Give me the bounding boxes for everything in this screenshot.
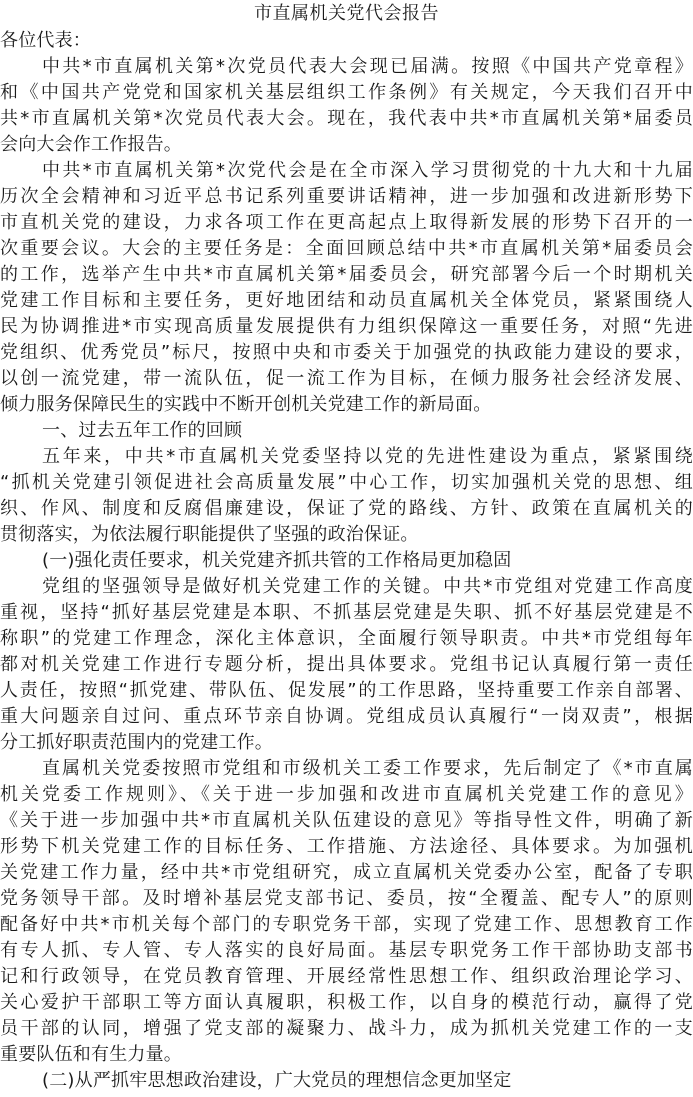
text-line: 中共*市直属机关第*次党代会是在全市深入学习贯彻党的十九大和十九届	[42, 160, 693, 181]
text-line: 有专人抓、专人管、专人落实的良好局面。基层专职党务工作干部协助支部书	[0, 940, 693, 961]
text-line: 关心爱护干部职工等方面认真履职，积极工作，以自身的模范行动，赢得了党	[0, 992, 693, 1013]
paragraph	[0, 444, 693, 548]
text-line: 直属机关党委按照市党组和市级机关工委工作要求，先后制定了《*市直属	[42, 758, 693, 779]
text-line: 会向大会作工作报告。	[0, 134, 182, 155]
paragraph	[0, 54, 693, 158]
text-line: (一)强化责任要求，机关党建齐抓共管的工作格局更加稳固	[42, 550, 512, 571]
text-line: 共*市直属机关第*次党员代表大会。现在，我代表中共*市直属机关第*届委员	[0, 108, 693, 129]
section-heading	[0, 1068, 693, 1094]
text-line: 机关党委工作规则》、《关于进一步加强和改进市直属机关党建工作的意见》	[0, 784, 693, 805]
text-line: 历次全会精神和习近平总书记系列重要讲话精神，进一步加强和改进新形势下	[0, 186, 693, 207]
salutation	[0, 28, 693, 54]
section-heading	[0, 548, 693, 574]
text-line: 人责任，按照“抓党建、带队伍、促发展”的工作思路，坚持重要工作亲自部署、	[0, 680, 693, 701]
section-heading	[0, 418, 693, 444]
text-line: 倾力服务保障民生的实践中不断开创机关党建工作的新局面。	[0, 394, 492, 415]
text-line: 民为协调推进*市实现高质量发展提供有力组织保障这一重要任务，对照“先进	[0, 316, 693, 337]
text-line: (二)从严抓牢思想政治建设，广大党员的理想信念更加坚定	[42, 1070, 512, 1091]
text-line: 贯彻落实，为依法履行职能提供了坚强的政治保证。	[0, 524, 419, 545]
text-line: 党建工作目标和主要任务，更好地团结和动员直属机关全体党员，紧紧围绕人	[0, 290, 693, 311]
text-line: 市直机关党的建设，力求各项工作在更高起点上取得新发展的形势下召开的一	[0, 212, 693, 233]
text-line: 关党建工作力量，经中共*市党组研究，成立直属机关党委办公室，配备了专职	[0, 862, 693, 883]
text-line: 形势下机关党建工作的目标任务、工作措施、方法途径、具体要求。为加强机	[0, 836, 693, 857]
text-line: 记和行政领导，在党员教育管理、开展经常性思想工作、组织政治理论学习、	[0, 966, 693, 987]
paragraph	[0, 574, 693, 756]
text-line: 配备好中共*市机关每个部门的专职党务干部，实现了党建工作、思想教育工作	[0, 914, 693, 935]
text-line: 员干部的认同，增强了党支部的凝聚力、战斗力，成为抓机关党建工作的一支	[0, 1018, 693, 1039]
text-line: 一、过去五年工作的回顾	[42, 420, 243, 441]
text-line: 五年来，中共*市直属机关党委坚持以党的先进性建设为重点，紧紧围绕	[42, 446, 693, 467]
text-line: 和《中国共产党党和国家机关基层组织工作条例》有关规定，今天我们召开中	[0, 82, 693, 103]
text-line: 重大问题亲自过问、重点环节亲自协调。党组成员认真履行“一岗双责”，根据	[0, 706, 693, 727]
text-line: 党组织、优秀党员”标尺，按照中央和市委关于加强党的执政能力建设的要求，	[0, 342, 693, 363]
document-title: 市直属机关党代会报告	[254, 3, 439, 24]
text-line: 分工抓好职责范围内的党建工作。	[0, 732, 273, 753]
text-line: 次重要会议。大会的主要任务是：全面回顾总结中共*市直属机关第*届委员会	[0, 238, 693, 259]
text-line: 重视，坚持“抓好基层党建是本职、不抓基层党建是失职、抓不好基层党建是不	[0, 602, 693, 623]
text-line: 称职”的党建工作理念，深化主体意识，全面履行领导职责。中共*市党组每年	[0, 628, 693, 649]
text-line: 以创一流党建，带一流队伍，促一流工作为目标，在倾力服务社会经济发展、	[0, 368, 693, 389]
paragraph	[0, 158, 693, 418]
text-line: 各位代表：	[0, 30, 91, 51]
text-line: 重要队伍和有生力量。	[0, 1044, 182, 1065]
text-line: 织、作风、制度和反腐倡廉建设，保证了党的路线、方针、政策在直属机关的	[0, 498, 693, 519]
text-line: “抓机关党建引领促进社会高质量发展”中心工作，切实加强机关党的思想、组	[0, 472, 693, 493]
text-line: 的工作，选举产生中共*市直属机关第*届委员会，研究部署今后一个时期机关	[0, 264, 693, 285]
text-line: 党组的坚强领导是做好机关党建工作的关键。中共*市党组对党建工作高度	[42, 576, 693, 597]
text-line: 中共*市直属机关第*次党员代表大会现已届满。按照《中国共产党章程》	[42, 56, 693, 77]
text-line: 《关于进一步加强中共*市直属机关队伍建设的意见》等指导性文件，明确了新	[0, 810, 693, 831]
paragraph	[0, 756, 693, 1068]
text-line: 党务领导干部。及时增补基层党支部书记、委员，按“全覆盖、配专人”的原则	[0, 888, 693, 909]
text-line: 都对机关党建工作进行专题分析，提出具体要求。党组书记认真履行第一责任	[0, 654, 693, 675]
